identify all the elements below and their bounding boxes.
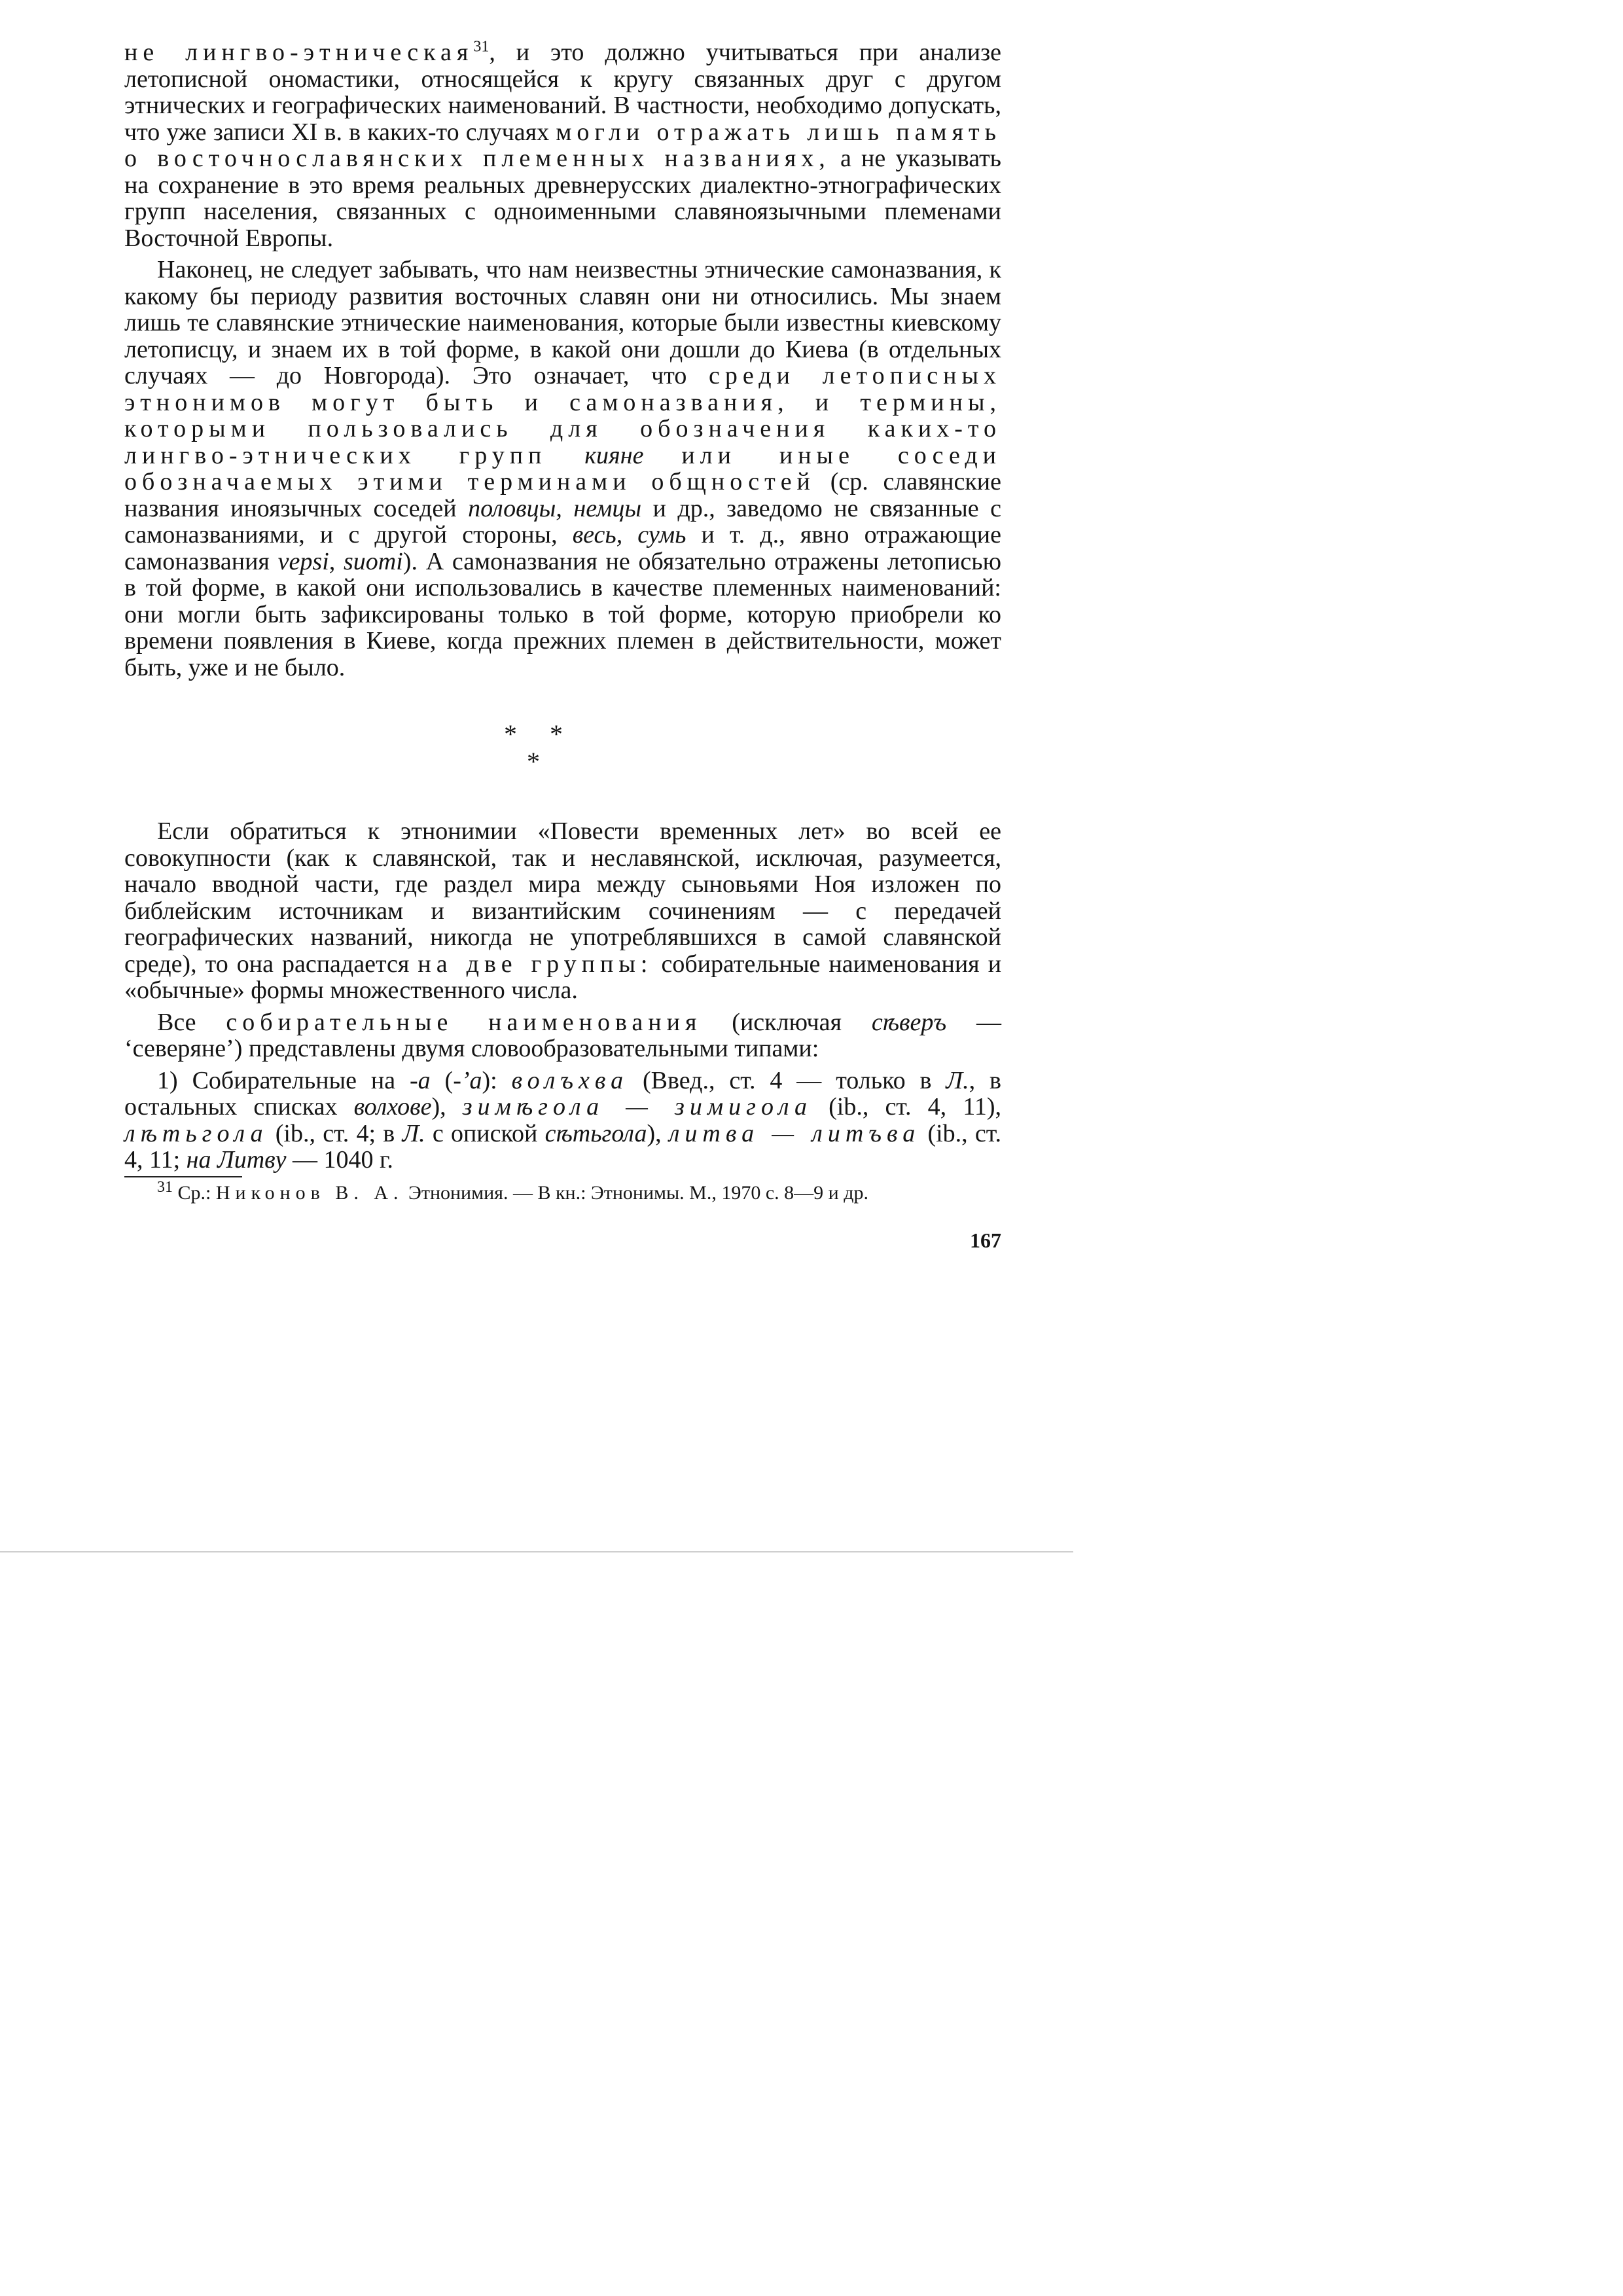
text-span: не лингво-этническая <box>124 39 474 66</box>
text-span: (исключая <box>702 1008 872 1036</box>
text-span: с опиской <box>425 1119 545 1147</box>
text-span: (ср. славянские названия иноязычных соседей <box>124 468 1001 522</box>
paragraph-3 <box>124 818 1001 1004</box>
text-span: и др., заведомо не связанные с самоназваниями, и с другой стороны, <box>124 494 1001 548</box>
italic-term: Л. <box>402 1119 425 1147</box>
italic-term: на Литву <box>186 1146 287 1174</box>
text-span <box>546 442 584 469</box>
text-span: ). А самоназвания не обязательно отражены летописью в той форме, в какой они использовались в качестве племенных наименований: они могли быть зафиксированы только в той форме, которую приобрели ко времени появления в Киеве, когда прежних племен в действительности, может быть, уже и не было. <box>124 547 1001 681</box>
text-span: а не указывать на сохранение в это время реальных древнерусских диалектно-этнографических групп населения, связанных с одноименными славяноязычными племенами Восточной Европы. <box>124 145 1002 252</box>
emphasis-spaced: на две группы: <box>418 950 653 978</box>
text-span: — 1040 г. <box>286 1146 393 1174</box>
text-span: ( <box>430 1066 454 1094</box>
text-span: Все <box>157 1008 226 1036</box>
asterisk: * <box>504 719 517 749</box>
text-span: Если обратиться к этнонимии «Повести временных лет» во всей ее совокупности (как к славянской, так и неславянской, исключая, разумеется, начало вводной части, где раздел мира между сыновьями Ноя изложен по библейским источникам и византийским сочинениям — с передачей географических названий, никогда не употреблявшихся в самой славянской среде), то она распадается <box>124 817 1001 978</box>
text-span: (ib., ст. 4; в <box>268 1119 402 1147</box>
emphasis-spaced: или иные соседи обозначаемых этими терминами общностей <box>124 441 1002 495</box>
italic-term: лѣтьгола <box>124 1119 268 1147</box>
text-span: ), <box>431 1093 463 1121</box>
page-number: 167 <box>970 1228 1001 1252</box>
footnote-ref: 31 <box>473 38 490 56</box>
italic-term: Л. <box>946 1066 969 1094</box>
paragraph-2 <box>124 257 1001 681</box>
asterisk: * <box>527 747 540 776</box>
text-span: , и это должно учитываться при анализе летописной ономастики, относящейся к кругу связанных друг с другом этнических и географических наименований. В частности, необходимо допускать, что уже записи XI в. в каких-то случаях <box>124 39 1002 146</box>
italic-term: волхове <box>353 1093 432 1121</box>
emphasis-spaced: собирательные наименования <box>226 1008 702 1036</box>
text-span: ), <box>647 1119 669 1147</box>
book-page <box>124 39 1001 1253</box>
page-edge-line <box>0 1551 1073 1552</box>
section-separator <box>124 721 1001 787</box>
footnote <box>124 1178 1001 1205</box>
text-span: — ‘северяне’) представлены двумя словообразовательными типами: <box>124 1008 1001 1062</box>
paragraph-1 <box>124 39 1001 251</box>
italic-term: vepsi, suomi <box>277 547 403 575</box>
italic-term: зимѣгола — зимигола <box>462 1093 813 1121</box>
italic-term: сѣверъ <box>871 1008 947 1036</box>
footnote-number: 31 <box>157 1178 173 1196</box>
emphasis-spaced: могли отражать лишь память о восточнославянских племенных названиях, <box>124 118 1001 172</box>
text-span: (ib., ст. 4, 11; <box>124 1119 1002 1174</box>
text-span: Этнонимия. — В кн.: Этнонимы. М., 1970 с. 8—9 и др. <box>403 1181 868 1204</box>
text-span: Наконец, не следует забывать, что нам неизвестны этнические самоназвания, к какому бы периоду развития восточных славян они ни относились. Мы знаем лишь те славянские этнические наименования, которые были известны киевскому летописцу, и знаем их в той форме, в какой они дошли до Киева (в отдельных случаях — до Новгорода). Это означает, что <box>124 256 1001 389</box>
text-span: собирательные наименования и «обычные» формы множественного числа. <box>124 950 1002 1004</box>
text-span: , в остальных списках <box>124 1066 1001 1121</box>
emphasis-spaced: среди летописных этнонимов могут быть и самоназвания, и термины, которыми пользовались для обозначения каких-то лингво-этнических групп <box>124 362 1001 469</box>
paragraph-4 <box>124 1009 1001 1062</box>
italic-term: -а <box>409 1066 431 1094</box>
italic-term: весь, сумь <box>572 521 687 548</box>
text-span: Ср.: <box>173 1181 216 1204</box>
text-span: ): <box>482 1066 512 1094</box>
asterisk: * <box>550 719 563 749</box>
italic-term: сѣтьгола <box>544 1119 647 1147</box>
text-span: (ib., ст. 4, 11), <box>812 1093 1001 1121</box>
text-span: и т. д., явно отражающие самоназвания <box>124 521 1002 575</box>
paragraph-5 <box>124 1067 1001 1174</box>
text-span: 1) Собирательные на <box>157 1066 410 1094</box>
italic-term: половцы, немцы <box>468 494 642 522</box>
text-span: (Введ., ст. 4 — только в <box>628 1066 946 1094</box>
italic-term: кияне <box>584 441 644 469</box>
italic-term: волъхва <box>511 1066 629 1094</box>
italic-term: литва — литъва <box>668 1119 921 1147</box>
footnote-divider <box>124 1176 242 1177</box>
italic-term: -’а <box>453 1066 482 1094</box>
footnote-author: Никонов В. А. <box>215 1181 404 1204</box>
